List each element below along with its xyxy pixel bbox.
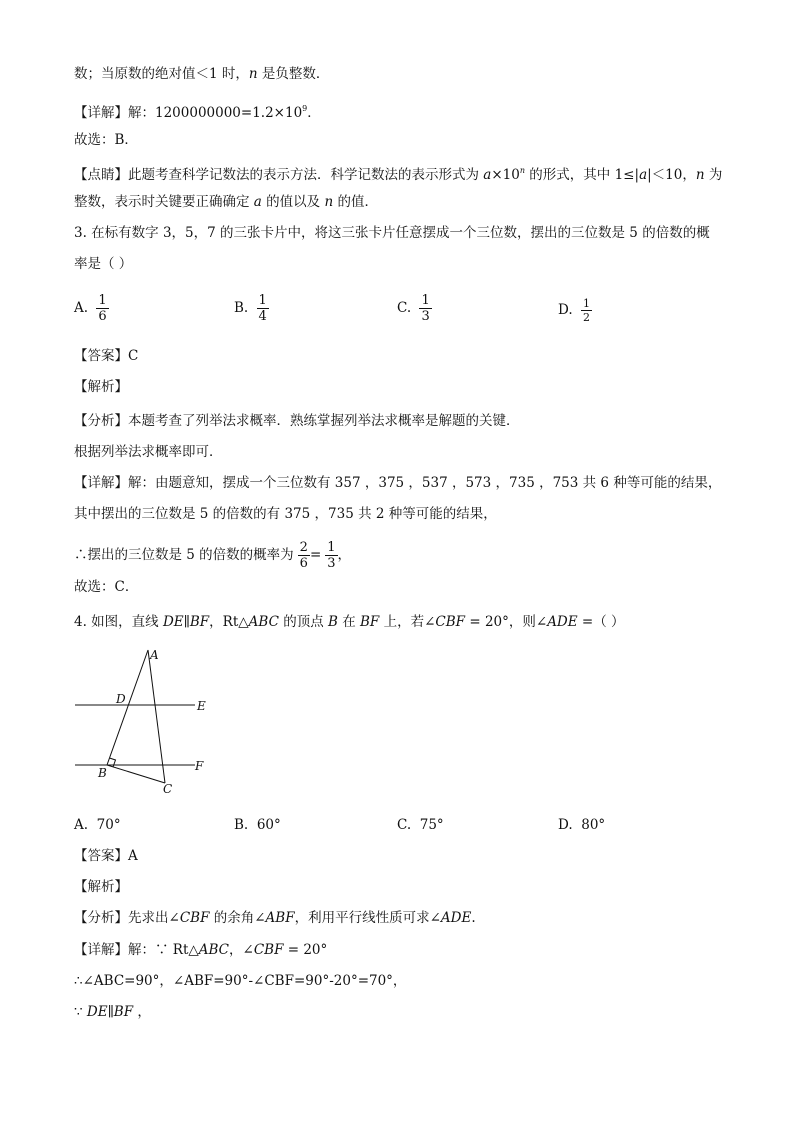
text-line: ∴摆出的三位数是 5 的倍数的概率为 $\frac{2}{6}$ = $\frac{1}{3}$ ， (74, 540, 352, 571)
fraction: $\frac{1}{3}$ (421, 293, 430, 324)
label-c: C (163, 782, 173, 796)
option-b: B. 60° (234, 817, 281, 833)
question-4-stem: 4. 如图，直线 DE∥BF，Rt△ABC 的顶点 B 在 BF 上，若∠CBF = 20°，则∠ADE =（ ） (74, 614, 625, 630)
text-line: 整数，表示时关键要正确确定 a 的值以及 n 的值． (74, 194, 378, 210)
text-line: ∴∠ABC=90°，∠ABF=90°-∠CBF=90°-20°=70°， (74, 973, 407, 989)
text-line: 【详解】解：∵ Rt△ABC，∠CBF = 20° (74, 942, 328, 958)
analysis-label: 【解析】 (74, 379, 128, 395)
analysis-label: 【解析】 (74, 879, 128, 895)
text-line: 故选：B． (74, 132, 138, 148)
label-a: A (150, 648, 159, 662)
question-3-stem-cont: 率是（ ） (74, 256, 133, 272)
text-line: 数；当原数的绝对值＜1 时，n 是负整数． (74, 66, 330, 82)
fraction: $\frac{2}{6}$ (299, 540, 308, 571)
question-3-stem: 3. 在标有数字 3，5，7 的三张卡片中，将这三张卡片任意摆成一个三位数，摆出的三位数是 5 的倍数的概 (74, 225, 710, 241)
fraction: $\frac{1}{2}$ (582, 297, 590, 324)
text-line: 【分析】先求出∠CBF 的余角∠ABF，利用平行线性质可求∠ADE. (74, 910, 476, 926)
option-a: A. 70° (74, 817, 121, 833)
text-line: 其中摆出的三位数是 5 的倍数的有 375 ，735 共 2 种等可能的结果， (74, 506, 497, 522)
fraction: $\frac{1}{4}$ (258, 293, 267, 324)
label-b: B (98, 766, 107, 780)
text-line: 【点睛】此题考查科学记数法的表示方法．科学记数法的表示形式为 $a\times 10^n$ 的形式，其中 1≤|a|＜10，n 为 (74, 166, 723, 183)
option-d: D. $\frac{1}{2}$ (558, 297, 590, 324)
option-a: A. $\frac{1}{6}$ (74, 293, 107, 324)
option-c: C. 75° (397, 817, 444, 833)
text-line: ∵ DE∥BF ， (74, 1004, 151, 1020)
text-line: 【分析】本题考查了列举法求概率．熟练掌握列举法求概率是解题的关键． (74, 413, 520, 429)
segment-ac (148, 650, 165, 783)
option-d: D. 80° (558, 817, 606, 833)
option-b: B. $\frac{1}{4}$ (234, 293, 267, 324)
answer-label: 【答案】A (74, 848, 138, 864)
text-line: 故选：C． (74, 579, 139, 595)
geometry-figure (70, 645, 220, 800)
text-line: 【详解】解：$1200000000=1.2\times 10^9$． (74, 104, 321, 121)
label-f: F (195, 759, 204, 773)
label-e: E (197, 699, 206, 713)
segment-bc (107, 765, 165, 783)
answer-label: 【答案】C (74, 348, 139, 364)
text-line: 根据列举法求概率即可． (74, 444, 223, 460)
label-d: D (116, 692, 126, 706)
fraction: $\frac{1}{6}$ (98, 293, 107, 324)
fraction: $\frac{1}{3}$ (327, 540, 336, 571)
option-c: C. $\frac{1}{3}$ (397, 293, 430, 324)
text-line: 【详解】解：由题意知，摆成一个三位数有 357 ，375 ，537 ，573 ，735 ，753 共 6 种等可能的结果， (74, 475, 722, 491)
segment-ab (107, 650, 148, 765)
